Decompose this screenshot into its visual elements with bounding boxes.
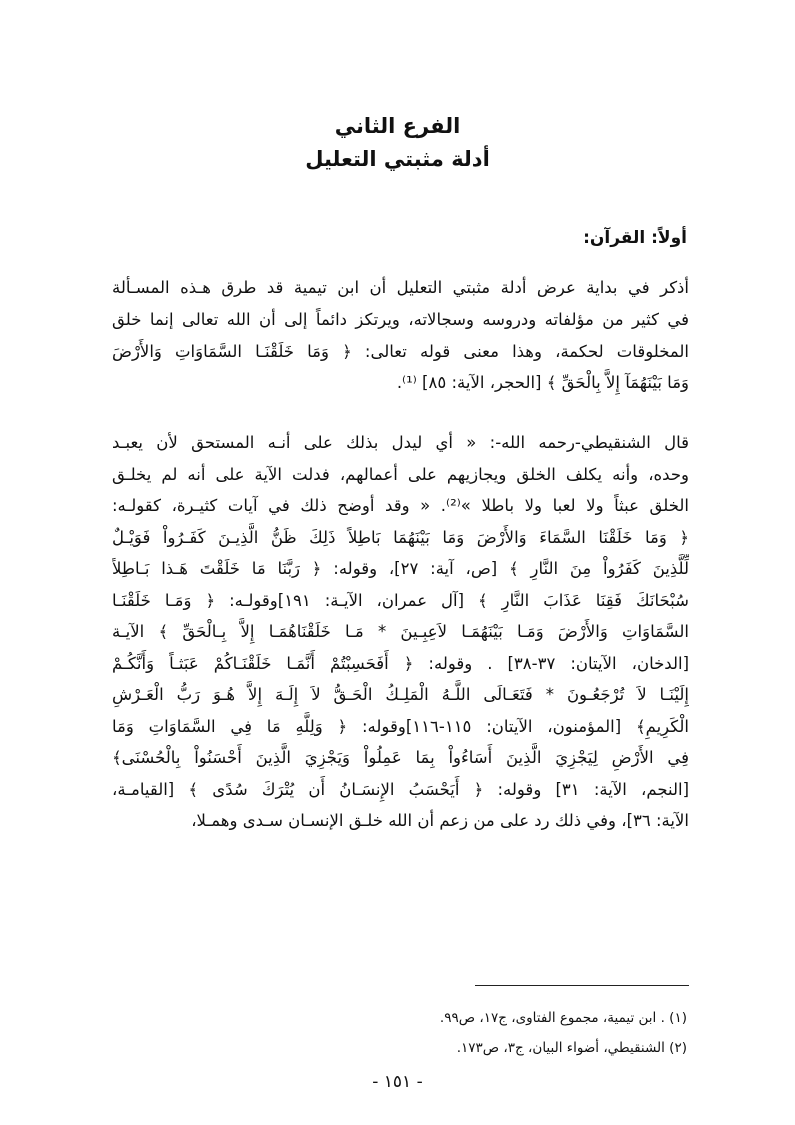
- text-line: وحده، وأنه يكلف الخلق ويجازيهم على أعمالهم، فدلت الآية على أنه لم يخلـق: [112, 464, 689, 484]
- text-line: المخلوقات لحكمة، وهذا معنى قوله تعالى: ﴿ وَمَا خَلَقْنَـا السَّمَاوَاتِ وَالأَرْضَ: [112, 341, 689, 361]
- text-line: [النجم، الآية: ٣١] وقوله: ﴿ أَيَحْسَبُ الإِنسَـانُ أَن يُتْرَكَ سُدًى ﴾ [القيامـة،: [112, 779, 689, 799]
- page-title: أدلة مثبتي التعليل: [305, 147, 490, 171]
- text-line: الْكَرِيمِ﴾ [المؤمنون، الآيتان: ١١٥-١١٦]وقوله: ﴿ وَلِلَّهِ مَا فِي السَّمَاوَاتِ وَمَا: [112, 716, 689, 736]
- footnote-divider: [475, 985, 689, 986]
- text-line: قال الشنقيطي-رحمه الله-: « أي ليدل بذلك على أنـه المستحق لأن يعبـد: [112, 433, 689, 452]
- page-number: - ١٥١ -: [372, 1072, 423, 1092]
- text-line: سُبْحَانَكَ فَقِنَا عَذَابَ النَّارِ ﴾ [آل عمران، الآيـة: ١٩١]وقولـه: ﴿ وَمَـا خَلَقْنَـا: [112, 590, 689, 610]
- section-title: الفرع الثاني: [334, 114, 461, 138]
- text-line: [الدخان، الآيتان: ٣٧-٣٨] . وقوله: ﴿ أَفَحَسِبْتُمْ أَنَّمَـا خَلَقْنَـاكُمْ عَبَثـاً وَأَنَّكُـمْ: [112, 653, 689, 673]
- text-line: الخلق عبثاً ولا لعبا ولا باطلا »⁽²⁾. « وقد أوضح ذلك في آيات كثيـرة، كقولـه:: [112, 496, 689, 515]
- text-line: فِي الأَرْضِ لِيَجْزِيَ الَّذِينَ أَسَاءُواْ بِمَا عَمِلُواْ وَيَجْزِيَ الَّذِينَ أَحْسَنُواْ بِالْحُسْنَى﴾: [112, 748, 689, 767]
- text-line: في كثير من مؤلفاته ودروسه وسجالاته، ويرتكز دائماً إلى أن الله تعالى إنما خلق: [112, 309, 689, 329]
- footnote-1: (١) . ابن تيمية، مجموع الفتاوى، ج١٧، ص٩٩.: [439, 1010, 687, 1026]
- text-line: السَّمَاوَاتِ وَالأَرْضَ وَمَـا بَيْنَهُمَـا لاَعِبِـينَ * مَـا خَلَقْنَاهُمَـا إِلاَّ بِـالْحَقِّ ﴾ الآيـة: [112, 622, 689, 641]
- subheading: أولاً: القرآن:: [583, 228, 687, 248]
- text-line: أذكر في بداية عرض أدلة مثبتي التعليل أن ابن تيمية قد طرق هـذه المسـألة: [112, 278, 689, 297]
- footnote-2: (٢) الشنقيطي، أضواء البيان، ج٣، ص١٧٣.: [456, 1040, 687, 1056]
- text-line: لِّلَّذِينَ كَفَرُواْ مِنَ النَّارِ ﴾ [ص، آية: ٢٧]، وقوله: ﴿ رَبَّنَا مَا خَلَقْتَ هَـذا بَـاطِلاً: [112, 559, 689, 578]
- text-line: إِلَيْنَـا لاَ تُرْجَعُـونَ * فَتَعَـالَى اللَّـهُ الْمَلِـكُ الْحَـقُّ لاَ إِلَـهَ إِلاَّ هُـوَ رَبُّ الْعَـرْشِ: [112, 685, 689, 704]
- text-line: وَمَا بَيْنَهُمَآ إِلاَّ بِالْحَقِّ ﴾ [الحجر، الآية: ٨٥] ⁽¹⁾.: [396, 373, 689, 393]
- text-line: الآية: ٣٦]، وفي ذلك رد على من زعم أن الله خلـق الإنسـان سـدى وهمـلا،: [191, 811, 689, 830]
- text-line: ﴿ وَمَا خَلَقْنَا السَّمَاءَ وَالأَرْضَ وَمَا بَيْنَهُمَا بَاطِلاً ذَلِكَ ظَنُّ الَّذِيـنَ كَفَـرُواْ فَوَيْـلٌ: [112, 527, 689, 547]
